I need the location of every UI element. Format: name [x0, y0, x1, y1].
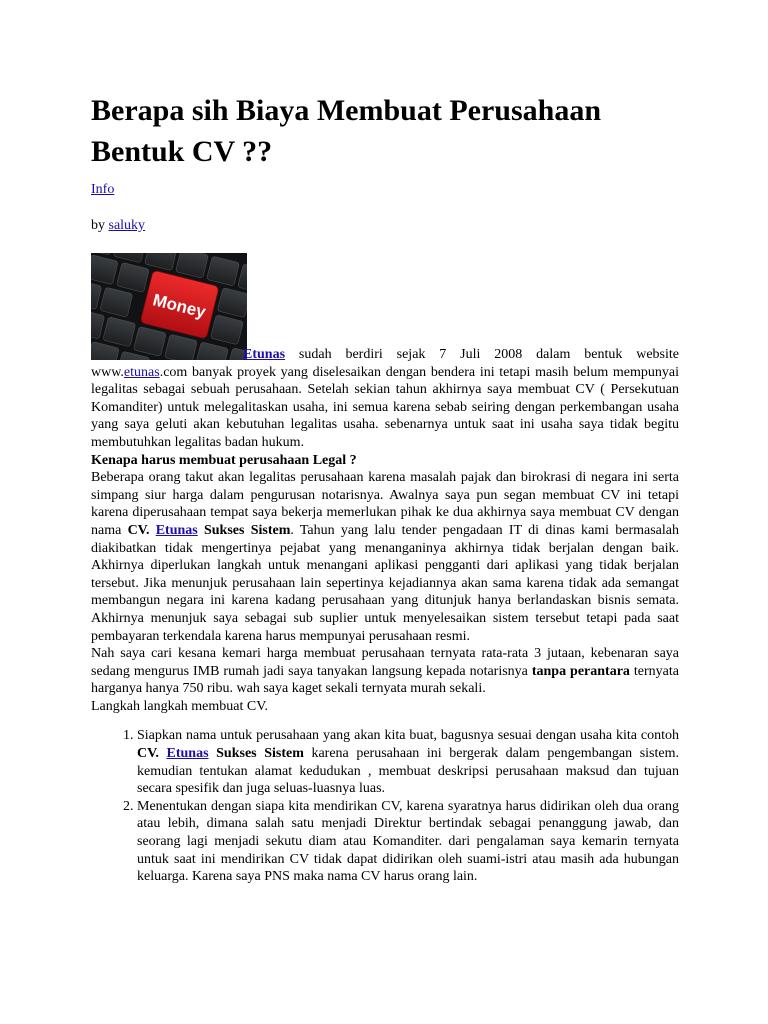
author-link[interactable]: saluky	[108, 218, 146, 233]
price-text-b: ternyata harganya hanya 750 ribu. wah saya kaget sekali ternyata murah sekali.	[91, 663, 679, 697]
steps-list	[91, 727, 679, 885]
paragraph-reason	[91, 469, 679, 645]
step1-text-b: karena perusahaan ini bergerak dalam pengembangan sistem. kemudian tentukan alamat kedudukan , membuat deskripsi perusahaan maksud dan tujuan secara spesifik dan juga seluas-luasnya luas.	[137, 746, 679, 797]
intro-text-a: sudah berdiri sejak 7 Juli 2008 dalam bentuk website www.	[91, 347, 679, 380]
step1-cv-prefix: CV.	[137, 746, 167, 762]
by-label: by	[91, 218, 105, 233]
spacer	[91, 715, 679, 727]
etunas-link[interactable]: Etunas	[243, 347, 286, 362]
step1-text-a: Siapkan nama untuk perusahaan yang akan kita buat, bagusnya sesuai dengan usaha kita contoh	[137, 728, 679, 744]
paragraph-intro	[91, 346, 679, 452]
category-link[interactable]: Info	[91, 182, 115, 197]
step1-cv-suffix: Sukses Sistem	[208, 746, 304, 762]
step1-etunas-link[interactable]: Etunas	[166, 746, 209, 762]
category-line	[91, 182, 114, 198]
byline	[91, 218, 145, 234]
price-bold: tanpa perantara	[531, 663, 630, 679]
cv-prefix: CV.	[127, 522, 156, 538]
keyboard-money-image	[91, 253, 247, 360]
reason-text-b: . Tahun yang lalu tender pengadaan IT di dinas kami bermasalah diakibatkan tidak mengertinya pejabat yang menanganinya akhirnya tidak berjalan dengan baik. Akhirnya diperlukan langkah untuk menangani aplikasi pengganti dari aplikasi yang tidak berjalan tersebut. Jika menunjuk perusahaan lain sepertinya kejadiannya akan sama karena tidak ada semangat membangun negara ini karena kadang perusahaan yang ditunjuk hanya berlandaskan bisnis semata. Akhirnya menunjuk saya sebagai sub suplier untuk menyelesaikan sistem tersebut tetapi pada saat pembayaran terkendala karena harus mempunyai perusahaan resmi.	[91, 522, 679, 644]
reason-text-a: Beberapa orang takut akan legalitas perusahaan karena masalah pajak dan birokrasi di negara ini serta simpang siur harga dalam pengurusan notarisnya. Awalnya saya pun segan membuat CV ini tetapi karena diperusahaan tempat saya bekerja memerlukan pihak ke dua akhirnya saya membuat CV dengan nama	[91, 470, 679, 538]
section-heading: Kenapa harus membuat perusahaan Legal ?	[91, 452, 357, 468]
cv-name	[128, 523, 291, 538]
price-text-a: Nah saya cari kesana kemari harga membuat perusahaan ternyata rata-rata 3 jutaan, kebenaran saya sedang mengurus IMB rumah jadi saya tanyakan langsung kepada notarisnya	[91, 646, 679, 679]
paragraph-price	[91, 645, 679, 698]
article-body	[91, 346, 679, 886]
article-title: Berapa sih Biaya Membuat Perusahaan Bentuk CV ??	[91, 94, 602, 168]
cv-suffix: Sukses Sistem	[197, 522, 291, 538]
step-item-2: 2. Menentukan dengan siapa kita mendirikan CV, karena syaratnya harus didirikan oleh dua orang atau lebih, dimana salah satu menjadi Direktur bertindak sebagai penanggung jawab, dan seorang lagi menjadi sekutu diam atau Komanditer. dari pengalaman saya kemarin ternyata untuk saat ini mendirikan CV tidak dapat didirikan oleh suami-istri atau masih ada hubungan keluarga. Karena saya PNS maka nama CV harus orang lain.	[137, 798, 679, 886]
keyboard-illustration	[91, 253, 247, 360]
money-key-label: Money	[150, 290, 208, 322]
paragraph-steps-intro: Langkah langkah membuat CV.	[91, 698, 269, 714]
intro-text-b: .com banyak proyek yang diselesaikan dengan bendera ini tetapi masih belum mempunyai legalitas sebagai sebuah perusahaan. Setelah sekian tahun akhirnya saya membuat CV ( Persekutuan Komanditer) untuk melegalitaskan usaha, ini semua karena sebab seiring dengan perkembangan usaha yang saya geluti akan kebutuhan legalitas usaha. sebenarnya untuk saat ini usaha saya tidak begitu membutuhkan legalitas badan hukum.	[91, 364, 679, 450]
step-item-1	[137, 727, 679, 797]
cv-etunas-link[interactable]: Etunas	[155, 522, 198, 538]
step1-cv-name	[137, 746, 304, 761]
etunas-domain-link[interactable]: etunas	[123, 364, 160, 380]
